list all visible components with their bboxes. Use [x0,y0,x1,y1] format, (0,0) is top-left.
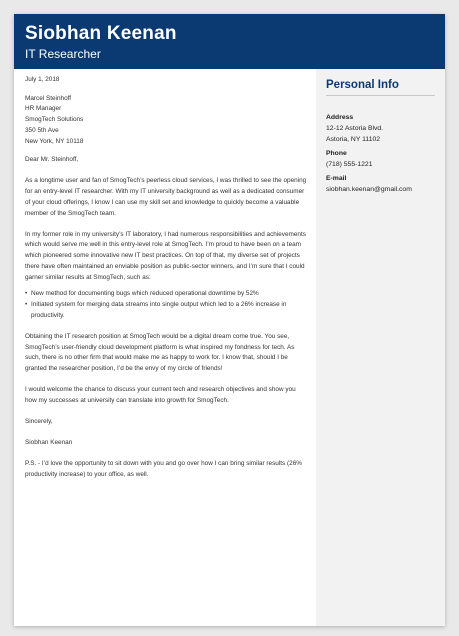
cover-letter-page [14,14,445,626]
paragraph-4: I would welcome the chance to discuss your current tech and research objectives and show you how my successes at university can translate into growth for SmogTech. [25,386,296,404]
recipient-block [25,94,307,148]
recipient-name: Marcel Steinhoff [25,94,72,102]
personal-info-sidebar [316,69,445,626]
list-item: • Initiated system for merging data streams into single output which led to a 26% increase in productivity. [25,300,307,321]
email-label: E-mail [326,175,347,182]
letter-body [25,75,307,491]
paragraph-1: As a longtime user and fan of SmogTech’s peerless cloud services, I was thrilled to see the opening for an entry-level IT researcher. With my IT university background as well as a dedicated consumer of your cloud offerings, I know I can use my skill set and knowledge to quickly become a valuable member of the SmogTech team. [25,177,307,217]
address-label: Address [326,114,354,121]
email-address: siobhan.keenan@gmail.com [326,186,412,193]
achievements-list [25,289,307,321]
letter-date: July 1, 2018 [25,76,60,83]
list-item: • New method for documenting bugs which reduced operational downtime by 52% [25,289,307,300]
paragraph-3: Obtaining the IT research position at SmogTech would be a digital dream come true. You see, SmogTech’s user-friendly cloud development platform is what inspired my fondness for tech. As such, there is no other firm that would make me as happy to work for. I know that, should I be granted the researcher position, I’d be the envy of my circle of friends! [25,332,295,372]
signature: Siobhan Keenan [25,439,73,447]
email-block [326,173,441,195]
postscript: P.S. - I’d love the opportunity to sit down with you and go over how I can bring similar results (26% productivity increase) to your office, as well. [25,460,302,479]
recipient-street: 350 5th Ave [25,126,59,134]
header-banner [14,14,445,69]
greeting: Dear Mr. Steinhoff, [25,156,79,164]
personal-info-heading: Personal Info [326,79,399,91]
applicant-name: Siobhan Keenan [25,23,177,44]
applicant-role: IT Researcher [25,47,101,61]
phone-block [326,148,441,170]
address-block [326,112,441,145]
phone-label: Phone [326,150,347,157]
divider [326,95,435,96]
address-line-1: 12-12 Astoria Blvd. [326,125,384,132]
phone-number: (718) 555-1221 [326,161,373,168]
address-line-2: Astoria, NY 11102 [326,136,381,143]
recipient-city: New York, NY 10118 [25,137,84,145]
closing: Sincerely, [25,418,53,426]
paragraph-2: In my former role in my university’s IT laboratory, I had numerous responsibilities and achievements which would serve me well in this entry-level role at SmogTech. I’m proud to have been on a team which pioneered some innovative new IT best practices. On top of that, my diverse set of projects there have often maintained an enviable position as public-sector winners, and I’m sure that I could garner similar results at SmogTech, such as: [25,230,306,281]
recipient-company: SmogTech Solutions [25,116,84,124]
recipient-title: HR Manager [25,105,62,113]
